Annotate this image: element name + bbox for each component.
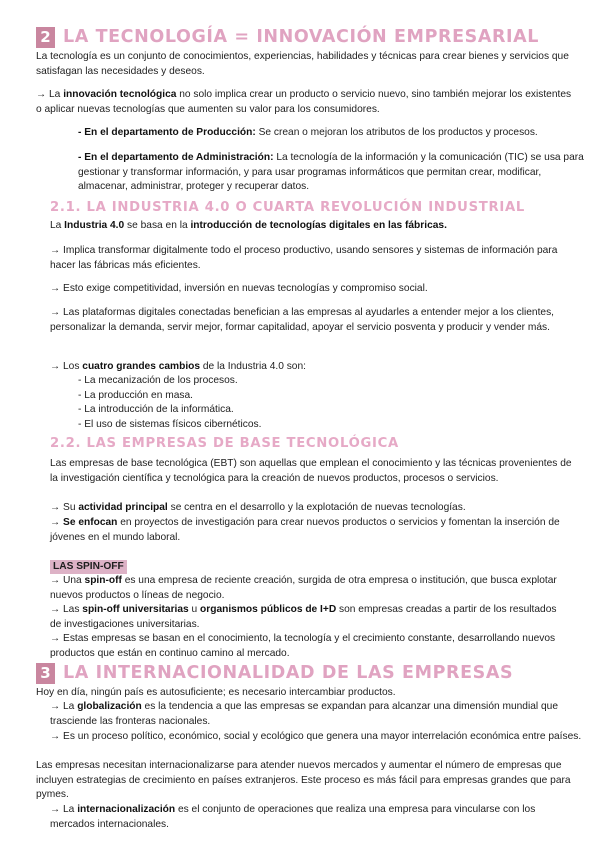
paragraph-no-self-sufficiency — [36, 686, 588, 701]
paragraph-text: → Implica transformar digitalmente todo el proceso productivo, usando sensores y sistemas de información para hacer las fábricas más eficientes. — [50, 245, 558, 271]
paragraph-administration-dept — [78, 151, 590, 195]
paragraph-text: → Estas empresas se basan en el conocimiento, la tecnología y el crecimiento constante, desarrollando nuevos productos que están en continuo camino al mercado. — [50, 633, 556, 659]
paragraph-industry-intro — [50, 219, 580, 234]
paragraph-spin-off-basis — [50, 632, 578, 661]
paragraph-competitiveness — [50, 282, 578, 297]
text-run: → La — [36, 89, 64, 100]
paragraph-digital-platforms — [50, 306, 570, 335]
paragraph-text: Hoy en día, ningún país es autosuficiente; es necesario intercambiar productos. — [36, 687, 396, 698]
section-number-badge: 2 — [36, 27, 55, 48]
paragraph-spin-off-definition — [50, 574, 570, 603]
paragraph-globalization-process — [50, 730, 590, 745]
bold-term: Industria 4.0 — [64, 220, 125, 231]
bold-term: spin-off universitarias — [82, 604, 189, 615]
text-run: La — [50, 220, 65, 231]
text-run: → Los — [50, 361, 83, 372]
text-run: en proyectos de investigación para crear nuevos productos o servicios y fomentan la inserción de jóvenes en el mundo laboral. — [50, 517, 560, 543]
text-run: Se crean o mejoran los atributos de los productos y procesos. — [255, 127, 538, 138]
bold-term: - En el departamento de Producción: — [78, 127, 256, 138]
bold-term: innovación tecnológica — [63, 89, 177, 100]
section-number-badge: 3 — [36, 663, 55, 684]
text-run: son empresas creadas a partir de los resultados de investigaciones universitarias. — [50, 604, 557, 630]
list-item: - El uso de sistemas físicos cibernéticos. — [78, 418, 262, 430]
bold-term: Se enfocan — [63, 517, 118, 528]
paragraph-ebt-activity — [50, 501, 578, 516]
bold-term: - En el departamento de Administración: — [78, 152, 274, 163]
highlight-label-spin-off: LAS SPIN-OFF — [50, 560, 127, 574]
text-run: se centra en el desarrollo y la explotación de nuevas tecnologías. — [167, 502, 466, 513]
paragraph-production-dept — [78, 126, 590, 141]
subsection-heading-ebt: 2.2. LAS EMPRESAS DE BASE TECNOLÓGICA — [50, 436, 399, 451]
text-run: → Las — [50, 604, 83, 615]
text-run: de la Industria 4.0 son: — [200, 361, 306, 372]
paragraph-ebt-focus — [50, 516, 578, 545]
paragraph-internationalization — [50, 803, 578, 832]
text-run: es la tendencia a que las empresas se expandan para alcanzar una dimensión mundial que trasciende las fronteras nacionales. — [50, 701, 558, 727]
paragraph-text: Las empresas de base tecnológica (EBT) son aquellas que emplean el conocimiento y las técnicas provenientes de la investigación científica y tecnológica para la creación de nuevos productos, procesos o servicios. — [50, 458, 572, 484]
bold-term: organismos públicos de I+D — [200, 604, 337, 615]
section-heading-technology — [36, 27, 539, 48]
bold-term: actividad principal — [78, 502, 168, 513]
paragraph-ebt-definition — [50, 457, 578, 486]
changes-list — [78, 374, 478, 432]
text-run: no solo implica crear un producto o servicio nuevo, sino también mejorar los existentes o aplicar nuevas tecnologías que aumenten su valor para los consumidores. — [36, 89, 572, 115]
bold-term: globalización — [77, 701, 142, 712]
text-run: → La — [50, 804, 78, 815]
list-item: - La mecanización de los procesos. — [78, 375, 238, 386]
section-title: LA TECNOLOGÍA = INNOVACIÓN EMPRESARIAL — [63, 27, 540, 48]
bold-term: internacionalización — [77, 804, 176, 815]
paragraph-innovation — [36, 88, 576, 117]
bold-term: introducción de tecnologías digitales en las fábricas. — [190, 220, 447, 231]
paragraph-four-changes — [50, 360, 570, 375]
text-run: → Una — [50, 575, 85, 586]
list-item: - La producción en masa. — [78, 389, 193, 401]
paragraph-text: Las empresas necesitan internacionalizarse para atender nuevos mercados y aumentar el número de empresas que incluyen estrategias de crecimiento en países extranjeros. Este proceso es más fácil para empresas grandes que para pymes. — [36, 760, 571, 801]
text-run: se basa en la — [124, 220, 191, 231]
section-heading-internationality — [36, 663, 513, 684]
paragraph-globalization — [50, 700, 590, 729]
paragraph-text: → Es un proceso político, económico, social y ecológico que genera una mayor interrelación económica entre países. — [50, 731, 582, 742]
subsection-heading-industry-4: 2.1. LA INDUSTRIA 4.0 O CUARTA REVOLUCIÓN INDUSTRIAL — [50, 200, 525, 215]
text-run: → La — [50, 701, 78, 712]
paragraph-university-spin-off — [50, 603, 570, 632]
paragraph-text: → Esto exige competitividad, inversión en nuevas tecnologías y compromiso social. — [50, 283, 428, 294]
paragraph-technology-definition — [36, 50, 588, 79]
paragraph-internationalize-need — [36, 759, 590, 803]
text-run: → — [50, 517, 64, 528]
paragraph-digital-transform — [50, 244, 578, 273]
section-title: LA INTERNACIONALIDAD DE LAS EMPRESAS — [63, 663, 514, 684]
paragraph-text: → Las plataformas digitales conectadas benefician a las empresas al ayudarles a entender mejor a los clientes, personalizar la demanda, servir mejor, formar capitalidad, apoyar el servicio posventa y producir y vender más. — [50, 307, 554, 333]
list-item: - La introducción de la informática. — [78, 404, 234, 416]
text-run: es el conjunto de operaciones que realiza una empresa para vincularse con los mercados internacionales. — [50, 804, 536, 830]
bold-term: spin-off — [84, 575, 122, 586]
text-run: es una empresa de reciente creación, surgida de otra empresa o institución, que busca explotar nuevos productos o líneas de negocio. — [50, 575, 557, 601]
text-run: → Su — [50, 502, 79, 513]
text-run: u — [188, 604, 201, 615]
bold-term: cuatro grandes cambios — [82, 361, 201, 372]
paragraph-text: La tecnología es un conjunto de conocimientos, experiencias, habilidades y técnicas para crear bienes y servicios que satisfagan las necesidades y deseos. — [36, 51, 569, 77]
text-run: La tecnología de la información y la comunicación (TIC) se usa para gestionar y transformar información, y para usar programas informáticos que permitan crear, modificar, almacenar, administrar, proteger y recuperar datos. — [78, 152, 584, 193]
